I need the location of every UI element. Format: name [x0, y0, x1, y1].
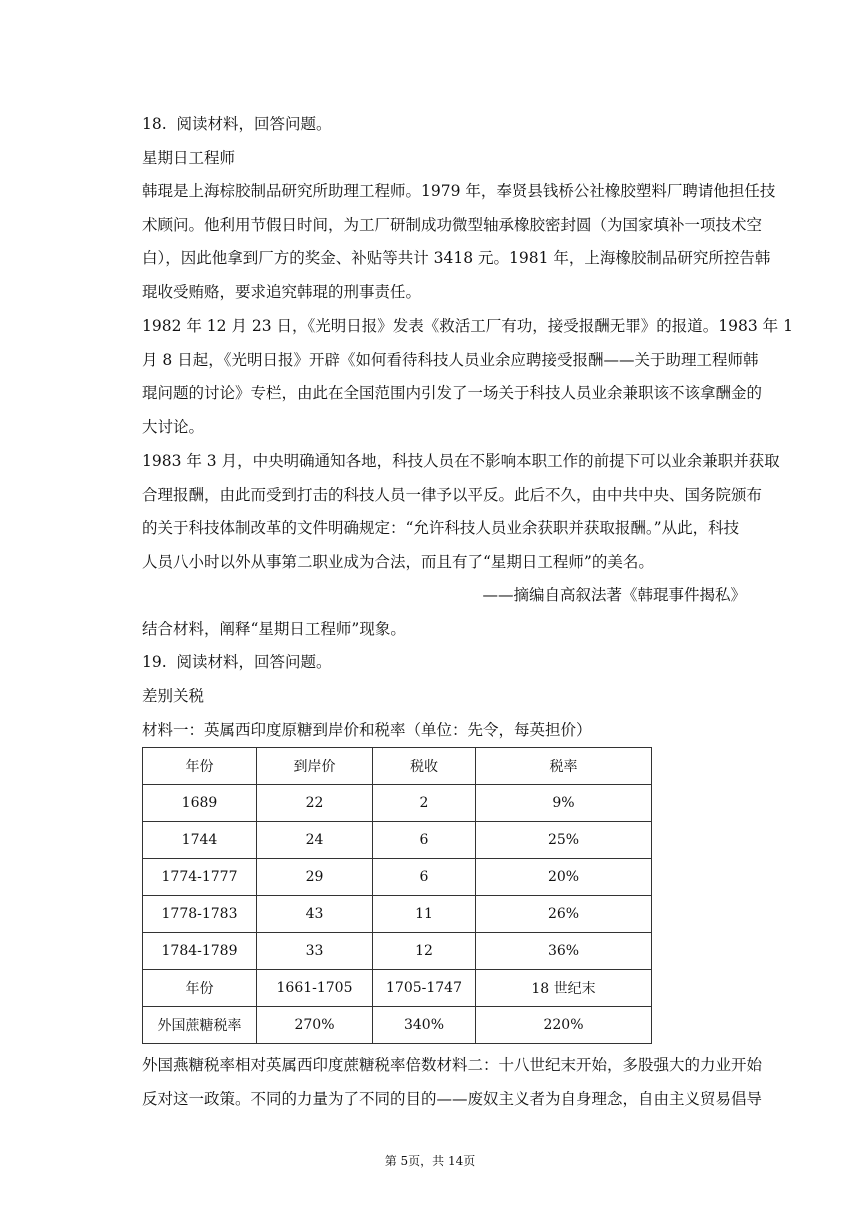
table-cell: 270% — [257, 1007, 373, 1044]
q18-subtitle: 星期日工程师 — [142, 149, 236, 167]
q18-question: 结合材料，阐释“星期日工程师”现象。 — [142, 620, 406, 638]
q19-line: 反对这一政策。不同的力量为了不同的目的——废奴主义者为自身理念，自由主义贸易倡导 — [142, 1090, 763, 1108]
table-cell: 220% — [476, 1007, 652, 1044]
table-cell: 1774-1777 — [143, 859, 257, 896]
table-cell: 6 — [373, 822, 476, 859]
table-cell: 20% — [476, 859, 652, 896]
table-cell: 1705-1747 — [373, 970, 476, 1007]
table-cell: 到岸价 — [257, 748, 373, 785]
table-header-row — [143, 970, 652, 1007]
table-cell: 340% — [373, 1007, 476, 1044]
q18-line: 合理报酬，由此而受到打击的科技人员一律予以平反。此后不久，由中共中央、国务院颁布 — [142, 486, 763, 504]
table-cell: 年份 — [143, 970, 257, 1007]
table-row — [143, 933, 652, 970]
table-cell: 1744 — [143, 822, 257, 859]
material1-caption: 材料一：英属西印度原糖到岸价和税率（单位：先令，每英担价） — [142, 721, 592, 739]
table-cell: 税率 — [476, 748, 652, 785]
table-row — [143, 859, 652, 896]
table-cell: 36% — [476, 933, 652, 970]
q18-line: 大讨论。 — [142, 418, 205, 436]
q18-line: 术顾问。他利用节假日时间，为工厂研制成功微型轴承橡胶密封圆（为国家填补一项技术空 — [142, 216, 763, 234]
q18-line: 韩琨是上海棕胶制品研究所助理工程师。1979 年，奉贤县钱桥公社橡胶塑料厂聘请他担任技 — [142, 182, 776, 200]
table-cell: 年份 — [143, 748, 257, 785]
table-cell: 29 — [257, 859, 373, 896]
table-header-row — [143, 748, 652, 785]
table-cell: 43 — [257, 896, 373, 933]
table-row — [143, 1007, 652, 1044]
q18-line: 月 8 日起，《光明日报》开辟《如何看待科技人员业余应聘接受报酬——关于助理工程师韩 — [142, 351, 759, 369]
table-cell: 33 — [257, 933, 373, 970]
q18-line: 白），因此他拿到厂方的奖金、补贴等共计 3418 元。1981 年，上海橡胶制品研究所控告韩 — [142, 249, 771, 267]
page-footer: 第 5页，共 14页 — [384, 1154, 476, 1168]
q18-line: 人员八小时以外从事第二职业成为合法，而且有了“星期日工程师”的美名。 — [142, 553, 654, 571]
table-cell: 1661-1705 — [257, 970, 373, 1007]
table-cell: 外国蔗糖税率 — [143, 1007, 257, 1044]
table-cell: 1778-1783 — [143, 896, 257, 933]
table-cell: 24 — [257, 822, 373, 859]
q19-heading: 19. 阅读材料，回答问题。 — [142, 653, 332, 671]
table-cell: 2 — [373, 785, 476, 822]
table-cell: 9% — [476, 785, 652, 822]
q18-line: 琨收受贿赂，要求追究韩琨的刑事责任。 — [142, 283, 422, 301]
table-cell: 1689 — [143, 785, 257, 822]
table-cell: 1784-1789 — [143, 933, 257, 970]
table-cell: 22 — [257, 785, 373, 822]
table-cell: 18 世纪末 — [476, 970, 652, 1007]
q18-line: 1983 年 3 月，中央明确通知各地，科技人员在不影响本职工作的前提下可以业余兼职并获取 — [142, 452, 780, 470]
table-cell: 6 — [373, 859, 476, 896]
table-cell: 26% — [476, 896, 652, 933]
table-cell: 12 — [373, 933, 476, 970]
table-row — [143, 822, 652, 859]
table-row — [143, 896, 652, 933]
sugar-tariff-table — [142, 747, 652, 1044]
table-row — [143, 785, 652, 822]
q18-line: 的关于科技体制改革的文件明确规定：“允许科技人员业余获职并获取报酬。”从此，科技 — [142, 519, 740, 537]
q19-subtitle: 差别关税 — [142, 687, 205, 705]
q18-heading: 18. 阅读材料，回答问题。 — [142, 115, 332, 133]
q18-line: 1982 年 12 月 23 日，《光明日报》发表《救活工厂有功，接受报酬无罪》的报道。1983 年 1 — [142, 317, 793, 335]
table-cell: 25% — [476, 822, 652, 859]
q18-source: ——摘编自高叙法著《韩琨事件揭私》 — [482, 586, 746, 604]
q18-line: 琨问题的讨论》专栏，由此在全国范围内引发了一场关于科技人员业余兼职该不该拿酬金的 — [142, 384, 763, 402]
q19-line: 外国燕糖税率相对英属西印度蔗糖税率倍数材料二：十八世纪末开始，多股强大的力业开始 — [142, 1056, 763, 1074]
table-cell: 11 — [373, 896, 476, 933]
table-cell: 税收 — [373, 748, 476, 785]
